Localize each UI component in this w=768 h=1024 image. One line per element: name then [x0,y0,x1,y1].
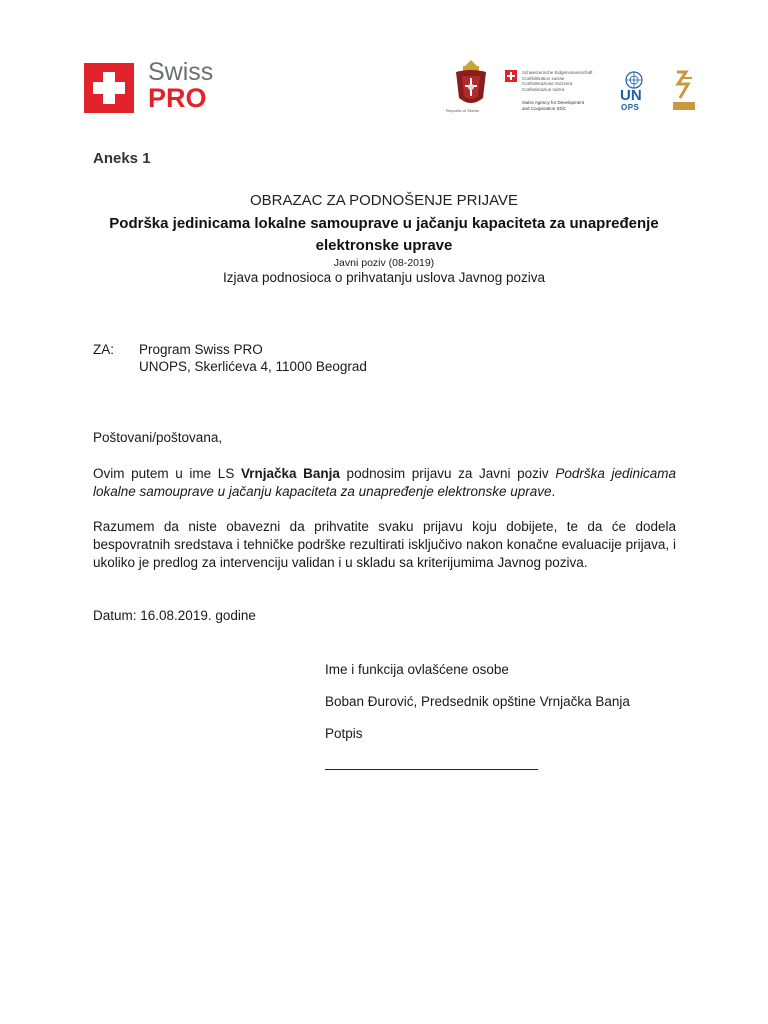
sdc-line: Confederazione Svizzera [522,81,573,86]
form-title: OBRAZAC ZA PODNOŠENJE PRIJAVE [249,192,519,209]
annex-label: Aneks 1 [93,150,151,167]
recipient-label: ZA: [93,342,115,357]
sdc-line: Confederaziun svizra [522,86,565,92]
unops-un-text: UN [620,87,642,104]
sdc-confederation-text [522,70,593,92]
signatory-label: Ime i funkcija ovlašćene osobe [325,662,509,677]
sdc-agency-line: Swiss Agency for Development [522,100,585,105]
municipality-name: Vrnjačka Banja [240,466,340,481]
signature-line [325,769,538,770]
date-line: Datum: 16.08.2019. godine [93,608,256,623]
sdc-agency-line: and Cooperation SDC [522,105,567,111]
swiss-pro-logo-pro: PRO [148,83,207,113]
swiss-pro-cross-icon [84,63,134,113]
swiss-flag-icon [505,70,517,82]
para1-end: . [551,484,556,499]
paragraph-application [93,465,676,501]
signatory-name: Boban Đurović, Predsednik opštine Vrnjačka Banja [325,694,630,709]
sdc-line: Confédération suisse [522,75,565,81]
program-title: Podrška jedinicama lokalne samouprave u jačanju kapaciteta za unapređenje elektronske uprave [109,215,659,254]
sdc-line: Schweizerische Eidgenossenschaft [522,70,593,75]
greeting: Poštovani/poštovana, [93,430,223,445]
para1-mid: podnosim prijavu za Javni poziv [339,466,556,481]
call-number: Javni poziv (08-2019) [333,257,435,269]
skgo-logo-icon [672,70,696,112]
program-name-italic: Podrška jedinicama lokalne samouprave u jačanju kapaciteta za unapređenje elektronske uprave [93,466,677,499]
swiss-pro-logo-swiss: Swiss [148,58,214,86]
recipient-line2: UNOPS, Skerlićeva 4, 11000 Beograd [139,359,367,374]
para1-start: Ovim putem u ime LS [93,466,241,481]
serbia-caption: Republic of Serbia [446,108,479,113]
sdc-agency-text [522,100,584,111]
paragraph-understanding: Razumem da niste obavezni da prihvatite svaku prijavu koju dobijete, te da će dodela bespovratnih sredstava i tehničke podrške rezultirati isključivo nakon konačne evaluacije prijava, i ukoliko je predlog za intervenciju validan i u skladu sa kriterijumima Javnog poziva. [93,519,676,570]
signature-label: Potpis [325,726,363,741]
serbia-coat-of-arms-icon [453,58,489,114]
unops-ops-text: OPS [621,103,640,112]
statement-title: Izjava podnosioca o prihvatanju uslova Javnog poziva [223,270,545,285]
recipient-line1: Program Swiss PRO [139,342,263,357]
